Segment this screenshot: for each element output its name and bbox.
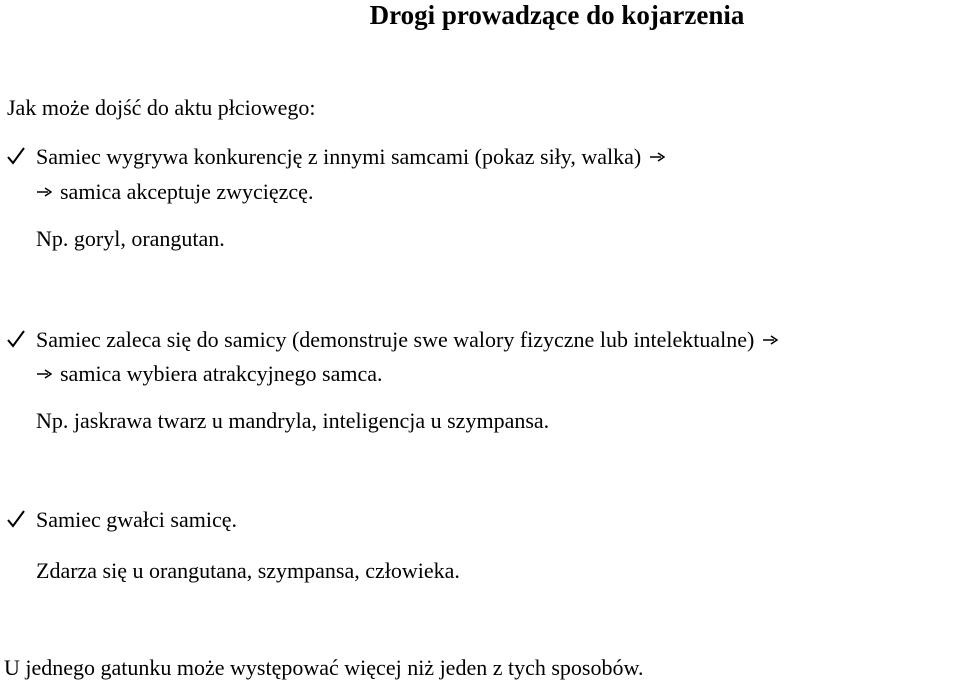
right-arrow-icon bbox=[762, 334, 778, 346]
bullet-item-3-text: Samiec gwałci samicę. bbox=[36, 507, 237, 532]
slide-title: Drogi prowadzące do kojarzenia bbox=[369, 0, 745, 30]
right-arrow-icon bbox=[36, 186, 52, 198]
checkmark-icon bbox=[6, 145, 26, 167]
bullet-item-2-continuation: samica wybiera atrakcyjnego samca. bbox=[60, 361, 383, 386]
bullet-item-1-continuation: samica akceptuje zwycięzcę. bbox=[60, 179, 314, 204]
bullet-item-1-example: Np. goryl, orangutan. bbox=[36, 226, 225, 251]
bullet-item-3-line-1 bbox=[6, 507, 237, 533]
right-arrow-icon bbox=[36, 368, 52, 380]
bullet-item-1-line-1 bbox=[6, 144, 665, 170]
bullet-item-1-text: Samiec wygrywa konkurencję z innymi samcami (pokaz siły, walka) bbox=[36, 144, 642, 169]
bullet-item-3-example: Zdarza się u orangutana, szympansa, człowieka. bbox=[36, 558, 460, 583]
bullet-item-2-text: Samiec zaleca się do samicy (demonstruje swe walory fizyczne lub intelektualne) bbox=[36, 327, 755, 352]
bullet-item-1-line-2 bbox=[36, 179, 313, 205]
bullet-item-2-example: Np. jaskrawa twarz u mandryla, inteligencja u szympansa. bbox=[36, 408, 550, 433]
bullet-item-2-line-1 bbox=[6, 327, 778, 353]
bullet-item-2-line-2 bbox=[36, 361, 383, 387]
checkmark-icon bbox=[6, 328, 26, 350]
right-arrow-icon bbox=[649, 151, 665, 163]
intro-text: Jak może dojść do aktu płciowego: bbox=[7, 95, 316, 120]
conclusion-text: U jednego gatunku może występować więcej niż jeden z tych sposobów. bbox=[4, 655, 644, 680]
checkmark-icon bbox=[6, 508, 26, 530]
